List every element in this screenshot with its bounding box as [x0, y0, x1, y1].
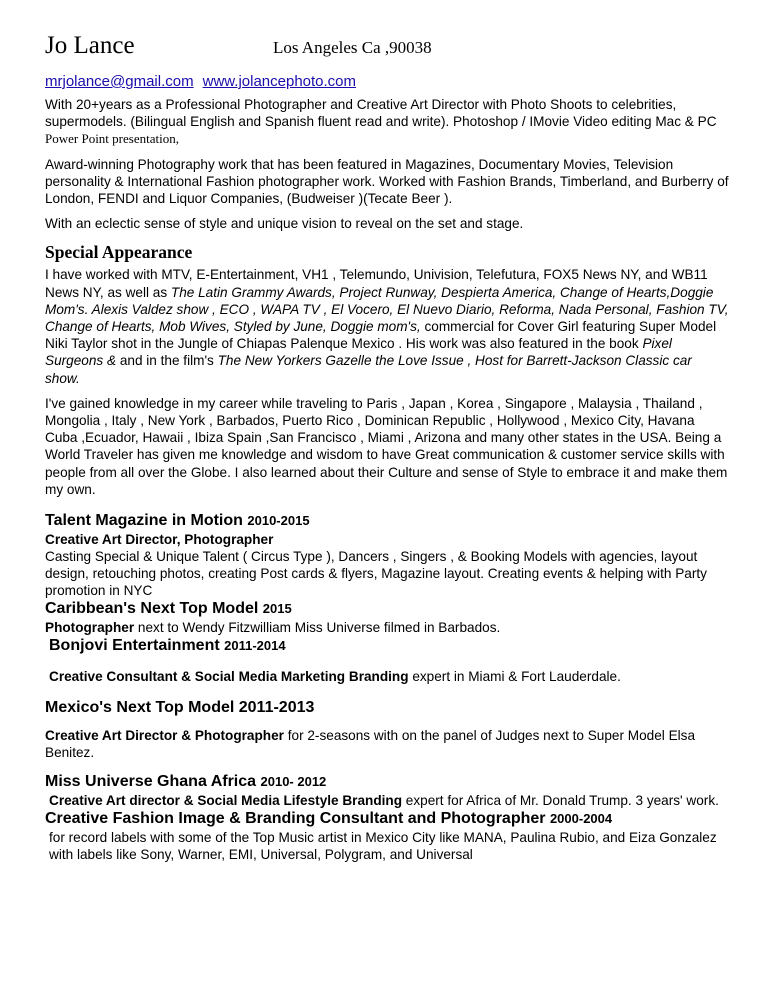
- job-title-text: Bonjovi Entertainment: [49, 637, 220, 655]
- email-link[interactable]: mrjolance@gmail.com: [45, 73, 194, 90]
- special-a: I have worked with MTV, E-Entertainment, VH1 , Telemundo, Univision, Telefutura, FOX5 News NY, and WB11 News NY, as well as: [45, 267, 708, 300]
- job-description: expert in Miami & Fort Lauderdale.: [408, 669, 621, 685]
- special-c: commercial for Cover Girl featuring Super Model Niki Taylor shot in the Jungle of Chiapas Palenque Mexico . His work was also featured in the book: [45, 319, 717, 352]
- job-title-text: Miss Universe Ghana Africa: [45, 773, 257, 791]
- job-title-text: Caribbean's Next Top Model: [45, 600, 259, 618]
- intro-p1-text: With 20+years as a Professional Photographer and Creative Art Director with Photo Shoots to celebrities, supermodels. (Bilingual English and Spanish fluent read and write). Photoshop / IMovie Video editing Mac & PC: [45, 97, 717, 130]
- special-appearance-heading: Special Appearance: [45, 242, 193, 263]
- job-description: for 2-seasons with on the panel of Judges next to Super Model Elsa Benitez.: [45, 728, 696, 761]
- job-title: [45, 809, 730, 829]
- location: Los Angeles Ca ,90038: [273, 38, 432, 57]
- intro-paragraph-1: [45, 96, 730, 148]
- job-description: Casting Special & Unique Talent ( Circus Type ), Dancers , Singers , & Booking Models with agencies, layout design, retouching photos, creating Post cards & flyers, Magazine layout. Creating events & helping with Party promotion in NYC: [45, 549, 707, 599]
- job-role: Creative Art Director, Photographer: [45, 532, 274, 548]
- job-entry: [45, 698, 730, 761]
- job-description: for record labels with some of the Top Music artist in Mexico City like MANA, Paulina Rubio, and Eiza Gonzalez with labels like Sony, Warner, EMI, Universal, Polygram, and Universal: [49, 830, 717, 863]
- intro-paragraph-3: With an eclectic sense of style and unique vision to reveal on the set and stage.: [45, 216, 524, 232]
- job-role-line: [45, 619, 730, 636]
- header: [45, 32, 730, 66]
- special-e: and in the film's: [116, 353, 218, 369]
- job-years: 2010- 2012: [260, 774, 327, 790]
- job-description: next to Wendy Fitzwilliam Miss Universe filmed in Barbados.: [134, 620, 501, 636]
- job-years: 2011-2014: [224, 638, 286, 654]
- job-title: Mexico's Next Top Model 2011-2013: [45, 699, 315, 717]
- intro-paragraph-2: Award-winning Photography work that has been featured in Magazines, Documentary Movies, Television personality & International Fashion photographer work. Worked with Fashion Brands, Timberland, and Burberry of London, FENDI and Liquor Companies, (Budweiser )(Tecate Beer ).: [45, 156, 729, 207]
- job-years: 2000-2004: [549, 811, 613, 827]
- job-entry: [45, 809, 730, 863]
- job-title: [45, 599, 730, 619]
- job-role-line: [49, 668, 730, 685]
- job-entry: [45, 511, 730, 599]
- job-entry: [45, 772, 730, 809]
- job-role-line: [49, 792, 730, 809]
- contact-links: [45, 73, 730, 90]
- job-role: Creative Art Director & Photographer: [45, 728, 284, 744]
- website-link[interactable]: www.jolancephoto.com: [202, 73, 357, 90]
- travel-paragraph: I've gained knowledge in my career while traveling to Paris , Japan , Korea , Singapore , Malaysia , Thailand , Mongolia , Italy , New York , Barbados, Puerto Rico , Dominican Republic , Hollywood , Mexico City, Havana Cuba ,Ecuador, Hawaii , Ibiza Spain ,San Francisco , Miami , Arizona and many other states in the USA. Being a World Traveler has given me knowledge and wisdom to have Great communication & customer service skills with people from all over the Globe. I also learned about their Culture and sense of Style to embrace it and make them my own.: [45, 395, 728, 497]
- special-d: Pixel Surgeons &: [45, 336, 672, 369]
- job-entry: [45, 599, 730, 636]
- job-title-text: Talent Magazine in Motion: [45, 512, 243, 530]
- job-role: Creative Consultant & Social Media Marketing Branding: [49, 669, 409, 685]
- special-b: The Latin Grammy Awards, Project Runway, Despierta America, Change of Hearts,Doggie Mom's. Alexis Valdez show , ECO , WAPA TV , El Vocero, El Nuevo Diario, Reforma, Nada Personal, Fashion TV, Change of Hearts, Mob Wives, Styled by June, Doggie mom's,: [45, 284, 729, 335]
- job-years: 2015: [262, 601, 292, 617]
- intro-p1-tail: Power Point presentation,: [45, 131, 179, 147]
- resume-page: [45, 32, 730, 863]
- name-title: Jo Lance: [45, 32, 135, 59]
- special-f: The New Yorkers Gazelle the Love Issue , Host for Barrett-Jackson Classic car show.: [45, 353, 692, 386]
- job-years: 2010-2015: [247, 513, 310, 529]
- job-role-line: [45, 727, 730, 761]
- job-role: Creative Art director & Social Media Lifestyle Branding: [49, 793, 403, 809]
- special-appearance-paragraph: [45, 266, 730, 386]
- job-description: expert for Africa of Mr. Donald Trump. 3 years' work.: [402, 793, 719, 809]
- job-entry: [45, 636, 730, 685]
- job-title: [49, 636, 730, 656]
- job-role: Photographer: [45, 620, 135, 636]
- job-title: [45, 772, 730, 792]
- job-title-text: Creative Fashion Image & Branding Consultant and Photographer: [45, 810, 546, 828]
- job-title: [45, 511, 730, 531]
